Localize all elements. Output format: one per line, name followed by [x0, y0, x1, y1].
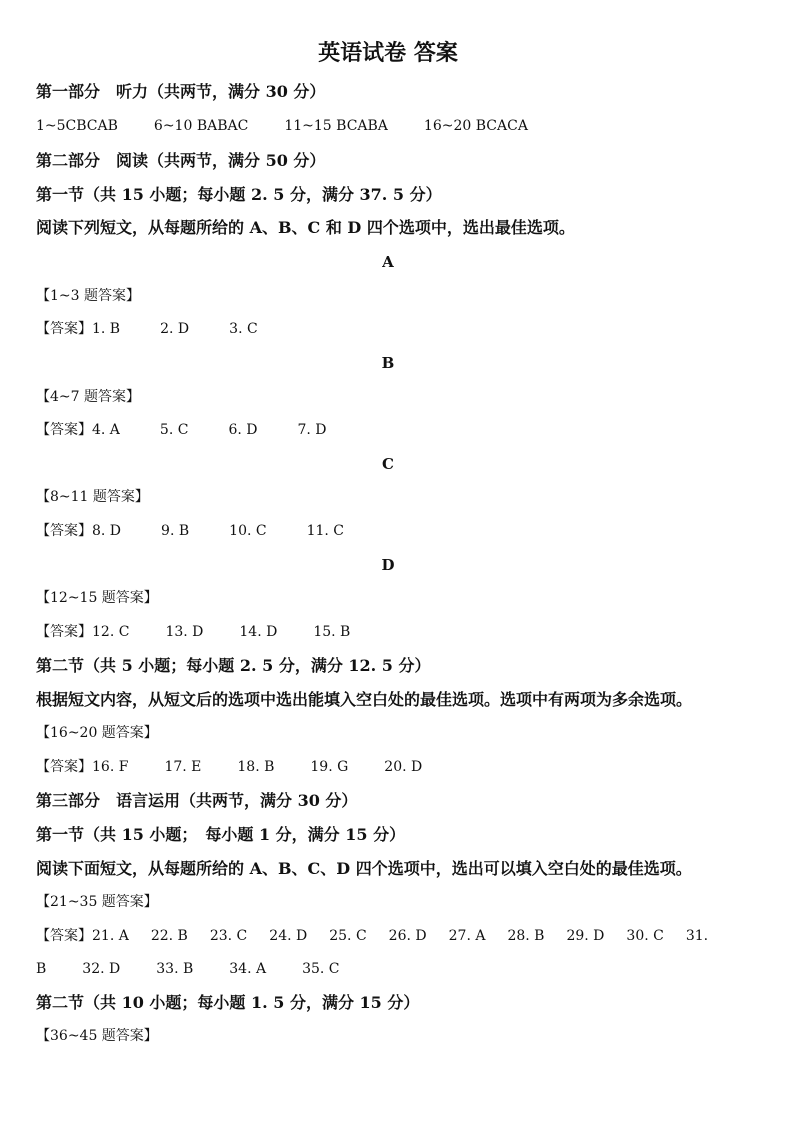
part3-section2-heading: 第二节（共 10 小题；每小题 1. 5 分，满分 15 分） [36, 993, 420, 1012]
part2-section2-range: 【16~20 题答案】 [36, 725, 158, 741]
part2-section1-instruction: 阅读下列短文，从每题所给的 A、B、C 和 D 四个选项中，选出最佳选项。 [36, 218, 575, 237]
answer-item: 28. B [507, 928, 545, 944]
passage-d-answers [36, 625, 350, 639]
passage-d-label: D [381, 556, 395, 574]
answer-prefix: 【答案】 [36, 928, 92, 944]
part3-section1-range: 【21~35 题答案】 [36, 894, 158, 910]
answer-prefix: 【答案】 [36, 422, 92, 438]
answer-item: 35. C [302, 961, 340, 977]
answer-item: 24. D [269, 928, 308, 944]
answer-item: 18. B [237, 759, 275, 775]
passage-c-label: C [382, 455, 394, 473]
part1-answers [36, 119, 528, 133]
answer-item: 34. A [229, 961, 267, 977]
listening-answer-group: 6~10 BABAC [153, 118, 249, 134]
part2-section2-heading: 第二节（共 5 小题；每小题 2. 5 分，满分 12. 5 分） [36, 656, 431, 675]
listening-answer-group: 1~5CBCAB [36, 118, 118, 134]
answer-item: 7. D [297, 422, 327, 438]
answer-item: 33. B [156, 961, 194, 977]
part3-heading: 第三部分 语言运用（共两节，满分 30 分） [36, 791, 358, 810]
passage-b-range: 【4~7 题答案】 [36, 389, 140, 405]
answer-item: 20. D [384, 759, 423, 775]
answer-item: 1. B [92, 321, 121, 337]
listening-answer-group: 11~15 BCABA [284, 118, 388, 134]
answer-item: 27. A [448, 928, 486, 944]
listening-answer-group: 16~20 BCACA [423, 118, 528, 134]
answer-item: 17. E [164, 759, 202, 775]
passage-d-range: 【12~15 题答案】 [36, 590, 158, 606]
part2-section2-instruction: 根据短文内容，从短文后的选项中选出能填入空白处的最佳选项。选项中有两项为多余选项。 [36, 690, 693, 709]
answer-item: 31. [685, 928, 709, 944]
answer-item: 13. D [165, 624, 204, 640]
answer-prefix: 【答案】 [36, 523, 92, 539]
answer-item: 23. C [209, 928, 248, 944]
answer-item: 11. C [306, 523, 345, 539]
part3-section1-answers-line2 [36, 962, 340, 976]
answer-item: 16. F [92, 759, 129, 775]
passage-a-answers [36, 322, 258, 336]
answer-item: 30. C [626, 928, 664, 944]
part2-section1-heading: 第一节（共 15 小题；每小题 2. 5 分，满分 37. 5 分） [36, 185, 442, 204]
answer-item: 6. D [228, 422, 258, 438]
answer-item: 14. D [239, 624, 278, 640]
answer-item: 19. G [310, 759, 349, 775]
answer-item: B [36, 961, 47, 977]
part3-section1-heading: 第一节（共 15 小题； 每小题 1 分，满分 15 分） [36, 825, 406, 844]
part2-section2-answers [36, 760, 422, 774]
answer-item: 21. A [92, 928, 129, 944]
part2-heading: 第二部分 阅读（共两节，满分 50 分） [36, 151, 326, 170]
passage-b-label: B [381, 354, 395, 372]
answer-item: 2. D [160, 321, 190, 337]
passage-a-range: 【1~3 题答案】 [36, 288, 140, 304]
part3-section1-instruction: 阅读下面短文，从每题所给的 A、B、C、D 四个选项中，选出可以填入空白处的最佳选项。 [36, 859, 692, 878]
answer-item: 5. C [159, 422, 189, 438]
answer-prefix: 【答案】 [36, 759, 92, 775]
part1-heading: 第一部分 听力（共两节，满分 30 分） [36, 82, 326, 101]
part3-section2-range: 【36~45 题答案】 [36, 1028, 158, 1044]
answer-item: 4. A [92, 422, 120, 438]
answer-item: 9. B [161, 523, 190, 539]
answer-item: 12. C [92, 624, 130, 640]
answer-item: 32. D [82, 961, 121, 977]
answer-item: 25. C [329, 928, 367, 944]
answer-item: 26. D [388, 928, 427, 944]
answer-prefix: 【答案】 [36, 624, 92, 640]
passage-c-answers [36, 524, 344, 538]
passage-b-answers [36, 423, 327, 437]
answer-prefix: 【答案】 [36, 321, 92, 337]
answer-item: 29. D [566, 928, 605, 944]
passage-a-label: A [382, 253, 394, 271]
answer-item: 3. C [229, 321, 258, 337]
answer-item: 15. B [313, 624, 351, 640]
answer-item: 22. B [150, 928, 188, 944]
page-title: 英语试卷 答案 [318, 40, 458, 66]
passage-c-range: 【8~11 题答案】 [36, 489, 149, 505]
part3-section1-answers-line1 [36, 929, 708, 943]
answer-item: 10. C [229, 523, 267, 539]
answer-item: 8. D [92, 523, 122, 539]
